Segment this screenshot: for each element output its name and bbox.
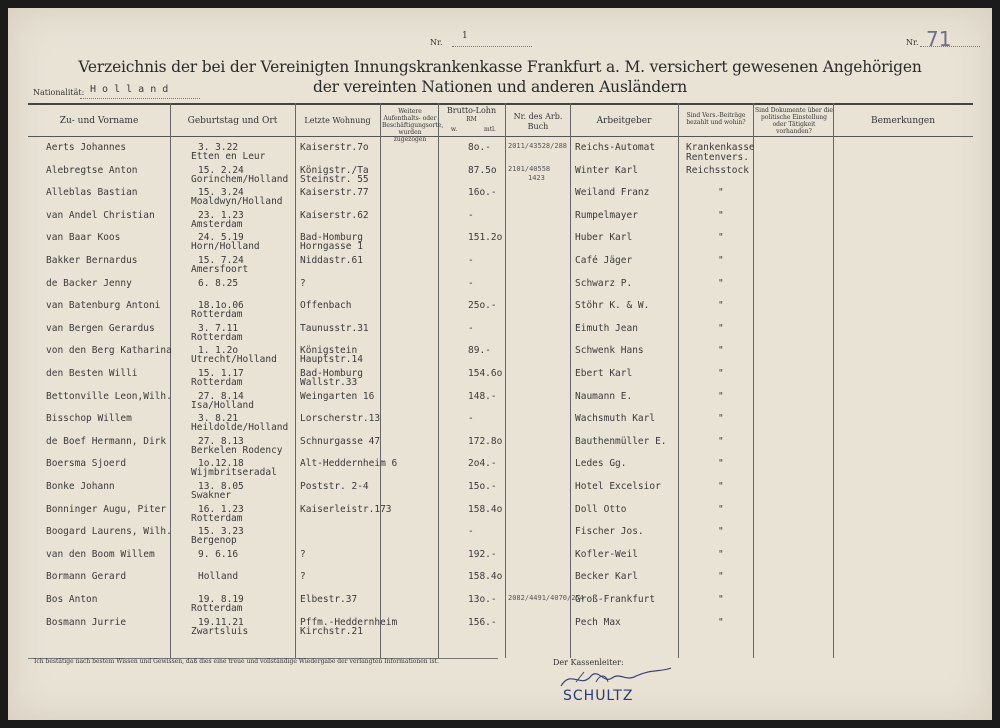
row-birth-place: Heildolde/Holland: [191, 422, 289, 434]
row-birth-place: Amsterdam: [191, 218, 243, 230]
row-contributions: Reichsstock: [686, 164, 749, 176]
row-employer: Becker Karl: [575, 571, 638, 583]
row-birth-date: 15. 7.24: [198, 255, 244, 266]
row-employer: Schwenk Hans: [575, 345, 644, 357]
nationality-value: H o l l a n d: [90, 84, 169, 95]
row-address: Bad-Homburg: [300, 232, 363, 244]
row-wage: -: [468, 413, 474, 425]
row-birth-date: 15. 2.24: [198, 164, 244, 176]
row-employer: Doll Otto: [575, 503, 627, 515]
nr-right-value: 71: [926, 27, 952, 51]
row-wage: 8o.-: [468, 142, 491, 153]
row-wage: 89.-: [468, 345, 491, 357]
col-header-address: Letzte Wohnung: [304, 116, 371, 125]
row-workbook-nr-2: 1423: [528, 173, 545, 182]
row-birth-date: 27. 8.14: [198, 390, 244, 402]
row-contributions: ": [718, 368, 724, 379]
row-address: Kaiserleistr.173: [300, 503, 392, 515]
row-birth-date: Holland: [198, 571, 239, 583]
row-address: Elbestr.37: [300, 594, 358, 605]
row-address-line2: Kirchstr.21: [300, 625, 363, 637]
row-contributions: ": [718, 322, 724, 334]
stamp-name: SCHULTZ: [563, 688, 634, 704]
row-employer: Ebert Karl: [575, 368, 633, 379]
row-employer: Naumann E.: [575, 390, 633, 402]
col-header-remarks: Bemerkungen: [870, 116, 936, 126]
row-birth-place: Rotterdam: [191, 331, 243, 343]
row-birth-date: 3. 3.22: [198, 142, 239, 153]
row-name: Boogard Laurens, Wilh.: [46, 526, 172, 538]
row-employer: Huber Karl: [575, 232, 633, 244]
row-wage: 2o4.-: [468, 458, 497, 470]
row-birth-place: Zwartsluis: [191, 625, 249, 637]
row-contributions: ": [718, 481, 724, 492]
row-contributions: ": [718, 503, 724, 515]
col-header-name: Zu- und Vorname: [59, 116, 139, 126]
row-birth-place: Utrecht/Holland: [191, 354, 277, 366]
row-wage: 16o.-: [468, 187, 497, 199]
row-address: Weingarten 16: [300, 390, 375, 402]
col-header-wage-unit: RM: [466, 116, 477, 123]
certification-text: Ich bestätige nach bestem Wissen und Gewissen, daß dies eine treue und vollständige Wiedergabe der verlangten Informationen ist.: [34, 658, 439, 665]
row-name: Aerts Johannes: [46, 142, 127, 153]
row-name: van Baar Koos: [46, 232, 121, 244]
row-address: Kaiserstr.7o: [300, 142, 369, 153]
col-header-documents: Sind Dokumente über die politische Einstellung oder Tätigkeit vorhanden?: [755, 107, 833, 135]
row-name: de Backer Jenny: [46, 277, 132, 289]
row-employer: Reichs-Automat: [575, 142, 656, 153]
row-wage: 15o.-: [468, 481, 497, 492]
row-wage: -: [468, 526, 474, 538]
row-contributions: ": [718, 277, 724, 289]
row-employer: Kofler-Weil: [575, 548, 638, 560]
row-birth-date: 1. 1.2o: [198, 345, 239, 357]
row-contributions: ": [718, 458, 724, 470]
row-name: van Batenburg Antoni: [46, 300, 161, 312]
row-wage: 87.5o: [468, 164, 497, 176]
row-birth-date: 15. 3.24: [198, 187, 244, 199]
row-wage: 192.-: [468, 548, 497, 560]
row-name: Bakker Bernardus: [46, 255, 138, 266]
row-employer: Wachsmuth Karl: [575, 413, 656, 425]
row-name: van den Boom Willem: [46, 548, 155, 560]
row-birth-date: 3. 7.11: [198, 322, 239, 334]
col-header-wage: Brutto-Lohn: [446, 106, 497, 115]
row-address: Kaiserstr.62: [300, 209, 369, 221]
row-wage: 151.2o: [468, 232, 503, 244]
row-address: Alt-Heddernheim 6: [300, 458, 398, 470]
row-birth-place: Rotterdam: [191, 309, 243, 321]
row-name: von den Berg Katharina: [46, 345, 172, 357]
row-birth-date: 15. 3.23: [198, 526, 244, 538]
row-employer: Bauthenmüller E.: [575, 435, 667, 447]
row-wage: -: [468, 255, 474, 266]
row-employer: Groß-Frankfurt: [575, 594, 656, 605]
row-name: den Besten Willi: [46, 368, 138, 379]
row-birth-date: 18.1o.06: [198, 300, 244, 312]
nationality-label: Nationalität:: [33, 88, 85, 97]
row-contributions: ": [718, 255, 724, 266]
row-name: Alebregtse Anton: [46, 164, 138, 176]
row-birth-date: 24. 5.19: [198, 232, 244, 244]
row-workbook-nr: 2082/4491/4070/254: [508, 594, 584, 602]
row-address: Lorscherstr.13: [300, 413, 381, 425]
row-wage: 158.4o: [468, 571, 503, 583]
row-contributions: ": [718, 548, 724, 560]
row-birth-place: Etten en Leur: [191, 151, 266, 162]
row-birth-place: Gorinchem/Holland: [191, 173, 289, 185]
row-employer: Hotel Excelsior: [575, 481, 661, 492]
row-employer: Schwarz P.: [575, 277, 633, 289]
row-workbook-nr: 2011/43528/288: [508, 142, 568, 150]
row-address: Königstr./Ta: [300, 164, 369, 176]
row-name: Bonke Johann: [46, 481, 115, 492]
row-workbook-nr: 2101/40558: [508, 164, 551, 173]
row-employer: Rumpelmayer: [575, 209, 638, 221]
row-birth-place: Berkelen Rodency: [191, 444, 283, 456]
row-address: Offenbach: [300, 300, 352, 312]
document-subtitle: der vereinten Nationen und anderen Ausländern: [312, 78, 687, 96]
row-birth-date: 9. 6.16: [198, 548, 239, 560]
row-address: Niddastr.61: [300, 255, 363, 266]
row-address-line2: Steinstr. 55: [300, 173, 369, 185]
row-contributions: ": [718, 345, 724, 357]
row-contributions: ": [718, 209, 724, 221]
row-birth-date: 6. 8.25: [198, 277, 239, 289]
row-wage: 13o.-: [468, 594, 497, 605]
row-address: Taunusstr.31: [300, 322, 369, 334]
row-contributions: ": [718, 526, 724, 538]
row-contributions: ": [718, 616, 724, 628]
document-title: Verzeichnis der bei der Vereinigten Innungskrankenkasse Frankfurt a. M. versichert gewesenen Angehörigen: [78, 58, 922, 76]
row-birth-place: Isa/Holland: [191, 399, 254, 411]
row-contributions: ": [718, 435, 724, 447]
row-employer: Fischer Jos.: [575, 526, 644, 538]
row-address: ?: [300, 548, 306, 560]
row-wage: 154.6o: [468, 368, 503, 379]
row-address: Königstein: [300, 345, 358, 357]
col-header-contributions: Sind Vers.-Beiträge bezahlt und wohin?: [686, 112, 746, 126]
row-birth-date: 15. 1.17: [198, 368, 244, 379]
row-address: Pffm.-Heddernheim: [300, 616, 398, 628]
row-contributions-2: Rentenvers.: [686, 152, 749, 163]
row-birth-date: 23. 1.23: [198, 209, 244, 221]
col-header-wage-mtl: mtl.: [484, 126, 496, 133]
row-name: Alleblas Bastian: [46, 187, 138, 199]
row-birth-place: Wijmbritseradal: [191, 467, 277, 479]
row-contributions: ": [718, 594, 724, 605]
row-wage: -: [468, 322, 474, 334]
row-name: Bosmann Jurrie: [46, 616, 127, 628]
row-contributions: ": [718, 390, 724, 402]
row-contributions: ": [718, 300, 724, 312]
row-address: Kaiserstr.77: [300, 187, 369, 199]
row-employer: Café Jäger: [575, 255, 633, 266]
row-name: Bettonville Leon,Wilh.: [46, 390, 172, 402]
row-address: Schnurgasse 47: [300, 435, 381, 447]
row-name: Bonninger Augu, Piter: [46, 503, 167, 515]
row-wage: 156.-: [468, 616, 497, 628]
row-wage: -: [468, 277, 474, 289]
row-address-line2: Horngasse 1: [300, 241, 363, 253]
row-birth-date: 3. 8.21: [198, 413, 239, 425]
row-birth-place: Amersfoort: [191, 264, 249, 275]
row-name: van Bergen Gerardus: [46, 322, 155, 334]
row-employer: Weiland Franz: [575, 187, 650, 199]
row-employer: Pech Max: [575, 616, 621, 628]
row-employer: Stöhr K. & W.: [575, 300, 650, 312]
row-address: Poststr. 2-4: [300, 481, 369, 492]
row-name: Bos Anton: [46, 594, 98, 605]
row-address: ?: [300, 571, 306, 583]
col-header-birth: Geburtstag und Ort: [187, 116, 278, 126]
row-name: de Boef Hermann, Dirk: [46, 435, 167, 447]
row-wage: 172.8o: [468, 435, 503, 447]
row-birth-place: Horn/Holland: [191, 241, 260, 253]
document-page: [8, 8, 992, 720]
row-birth-place: Rotterdam: [191, 377, 243, 388]
row-employer: Eimuth Jean: [575, 322, 638, 334]
row-birth-place: Rotterdam: [191, 603, 243, 614]
row-wage: 158.4o: [468, 503, 503, 515]
row-contributions: ": [718, 232, 724, 244]
row-birth-date: 13. 8.05: [198, 481, 244, 492]
row-birth-date: 19. 8.19: [198, 594, 244, 605]
row-birth-date: 19.11.21: [198, 616, 244, 628]
row-birth-place: Bergenop: [191, 535, 237, 547]
nr-left-value: 1: [462, 31, 468, 41]
row-birth-place: Rotterdam: [191, 512, 243, 524]
row-birth-date: 1o.12.18: [198, 458, 244, 470]
row-name: Bormann Gerard: [46, 571, 127, 583]
nr-left-label: Nr.: [430, 38, 443, 47]
row-contributions: ": [718, 413, 724, 425]
row-birth-date: 16. 1.23: [198, 503, 244, 515]
row-employer: Winter Karl: [575, 164, 638, 176]
row-name: Bisschop Willem: [46, 413, 132, 425]
row-birth-date: 27. 8.13: [198, 435, 244, 447]
row-birth-place: Moaldwyn/Holland: [191, 196, 283, 208]
row-wage: 148.-: [468, 390, 497, 402]
row-address-line2: Hauptstr.14: [300, 354, 363, 366]
manager-label: Der Kassenleiter:: [553, 658, 624, 667]
col-header-wage-w: w.: [450, 126, 458, 133]
row-name: van Andel Christian: [46, 209, 155, 221]
row-contributions: ": [718, 571, 724, 583]
row-address-line2: Wallstr.33: [300, 377, 358, 388]
row-address: ?: [300, 277, 306, 289]
col-header-workbook: Nr. des Arb. Buch: [513, 112, 563, 131]
row-contributions: Krankenkasse: [686, 142, 755, 153]
row-name: Boersma Sjoerd: [46, 458, 127, 470]
row-birth-place: Swakner: [191, 490, 232, 501]
row-wage: -: [468, 209, 474, 221]
row-employer: Ledes Gg.: [575, 458, 627, 470]
row-address: Bad-Homburg: [300, 368, 363, 379]
col-header-employer: Arbeitgeber: [596, 116, 652, 126]
nr-right-label: Nr.: [906, 38, 919, 47]
row-contributions: ": [718, 187, 724, 199]
col-header-whereabouts: Weitere Aufenthalts- oder Beschäftigungsorte, wurden zugezogen: [382, 108, 444, 143]
row-wage: 25o.-: [468, 300, 497, 312]
